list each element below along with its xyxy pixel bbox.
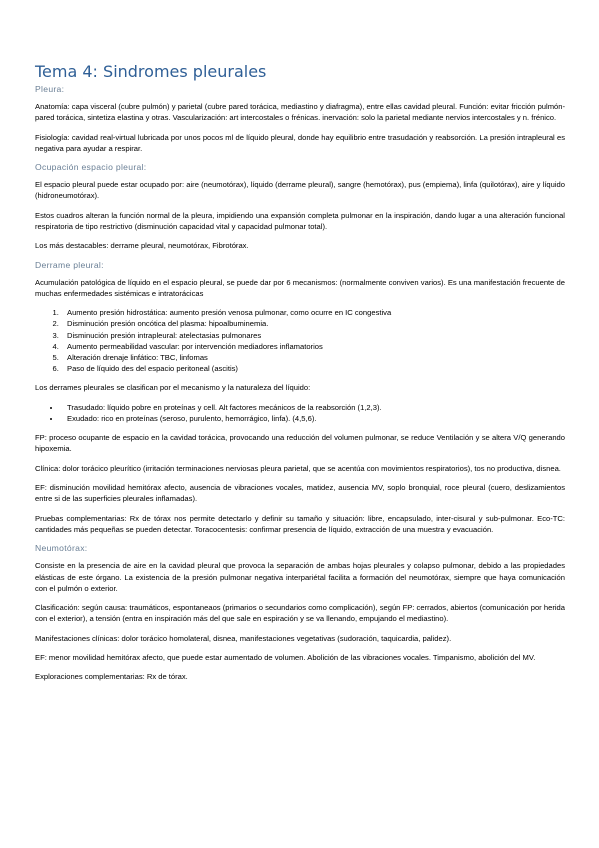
derrame-clinica-paragraph: Clínica: dolor torácico pleurítico (irritación terminaciones nerviosas pleura parietal, que se acentúa con movimientos respiratorios), tos no productiva, disnea. [35, 463, 561, 473]
mechanisms-list [35, 307, 565, 374]
derrame-ef-paragraph: EF: disminución movilidad hemitórax afecto, ausencia de vibraciones vocales, matidez, ausencia MV, soplo bronquial, roce pleural (cuero, deslizamientos entre si de las superficies pleurales inflamadas). [35, 483, 565, 504]
derrame-classification-paragraph: Los derrames pleurales se clasifican por el mecanismo y la naturaleza del líquido: [35, 383, 311, 393]
list-item: 4. Aumento permeabilidad vascular: por intervención mediadores inflamatorios [61, 341, 565, 352]
pleura-physiology-paragraph: Fisiología: cavidad real-virtual lubricada por unos pocos ml de líquido pleural, donde hay equilibrio entre trasudación y reabsorción. La presión intrapleural es negativa para ayudar a respirar. [35, 132, 565, 153]
derrame-intro-paragraph: Acumulación patológica de líquido en el espacio pleural, se puede dar por 6 mecanismos: (normalmente conviven varios). Es una manifestación frecuente de muchas enfermedades sistémicas e intratorácicas [35, 277, 565, 298]
section-heading-neumotorax: Neumotórax: [35, 543, 88, 554]
section-heading-derrame: Derrame pleural: [35, 259, 104, 270]
list-item: • Trasudado: líquido pobre en proteínas y cell. Alt factores mecánicos de la reabsorción (1,2,3). [61, 402, 565, 413]
ocupacion-paragraph-1: El espacio pleural puede estar ocupado por: aire (neumotórax), líquido (derrame pleural), sangre (hemotórax), pus (empiema), linfa (quilotórax), aire y líquido (hidroneumotórax). [35, 180, 565, 201]
neumotorax-exploraciones-paragraph: Exploraciones complementarias: Rx de tórax. [35, 672, 188, 682]
neumotorax-classification-paragraph: Clasificación: según causa: traumáticos, espontaneaos (primarios o secundarios como complicación), según FP: cerrados, abiertos (comunicación por herida con el exterior), a tensión (entra en inspiración más del que sale en espiración y se va llenando, empujando el mediastino). [35, 603, 565, 624]
neumotorax-clinica-paragraph: Manifestaciones clínicas: dolor torácico homolateral, disnea, manifestaciones vegetativas (sudoración, taquicardia, palidez). [35, 633, 452, 643]
page-title: Tema 4: Sindromes pleurales [35, 62, 267, 81]
list-item: • Exudado: rico en proteínas (seroso, purulento, hemorrágico, linfa). (4,5,6). [61, 413, 565, 424]
ocupacion-paragraph-2: Estos cuadros alteran la función normal de la pleura, impidiendo una expansión completa pulmonar en la inspiración, dando lugar a una alteración funcional respiratoria de tipo restrictivo (disminución capacidad vital y capacidad pulmonar total). [35, 210, 565, 232]
list-item: 6. Paso de líquido des del espacio peritoneal (ascitis) [61, 363, 565, 374]
section-heading-pleura: Pleura: [35, 84, 65, 94]
neumotorax-paragraph-1: Consiste en la presencia de aire en la cavidad pleural que provoca la separación de ambas hojas pleurales y colapso pulmonar, debido a las propiedades elásticas de este órgano. La existencia de la presión pulmonar negativa interpariétal facilita a formación del neumotórax, siempre que haya comunicación con el pulmón o exterior. [35, 561, 565, 593]
types-list [35, 402, 565, 424]
list-item: 3. Disminución presión intrapleural: atelectasias pulmonares [61, 330, 565, 341]
derrame-pruebas-paragraph: Pruebas complementarias: Rx de tórax nos permite detectarlo y definir su tamaño y situación: libre, encapsulado, inter-cisural y sub-pulmonar. Eco-TC: cantidades más pequeñas se pueden detectar. Toracocentesis: confirmar presencia de líquido, extracción de una muestra y evacuación. [35, 513, 565, 534]
ocupacion-paragraph-3: Los más destacables: derrame pleural, neumotórax, Fibrotórax. [35, 241, 249, 251]
section-heading-ocupacion: Ocupación espacio pleural: [35, 162, 147, 173]
derrame-fp-paragraph: FP: proceso ocupante de espacio en la cavidad torácica, provocando una reducción del volumen pulmonar, se reduce Ventilación y se altera V/Q generando hipoxemia. [35, 433, 565, 454]
list-item: 2. Disminución presión oncótica del plasma: hipoalbuminemia. [61, 318, 565, 329]
pleura-anatomy-paragraph: Anatomía: capa visceral (cubre pulmón) y parietal (cubre pared torácica, mediastino y diafragma), entre ellas cavidad pleural. Función: evitar fricción pulmón-pared torácica, sintetiza elastina y otras. Vascularización: art intercostales o frénicas. inervación: solo la parietal mediante nervios intercostales y n. frénico. [35, 102, 565, 123]
document-page [35, 62, 565, 691]
neumotorax-ef-paragraph: EF: menor movilidad hemitórax afecto, que puede estar aumentado de volumen. Abolición de las vibraciones vocales. Timpanismo, abolición del MV. [35, 653, 536, 663]
list-item: 5. Alteración drenaje linfático: TBC, linfomas [61, 352, 565, 363]
list-item: 1. Aumento presión hidrostática: aumento presión venosa pulmonar, como ocurre en IC congestiva [61, 307, 565, 318]
